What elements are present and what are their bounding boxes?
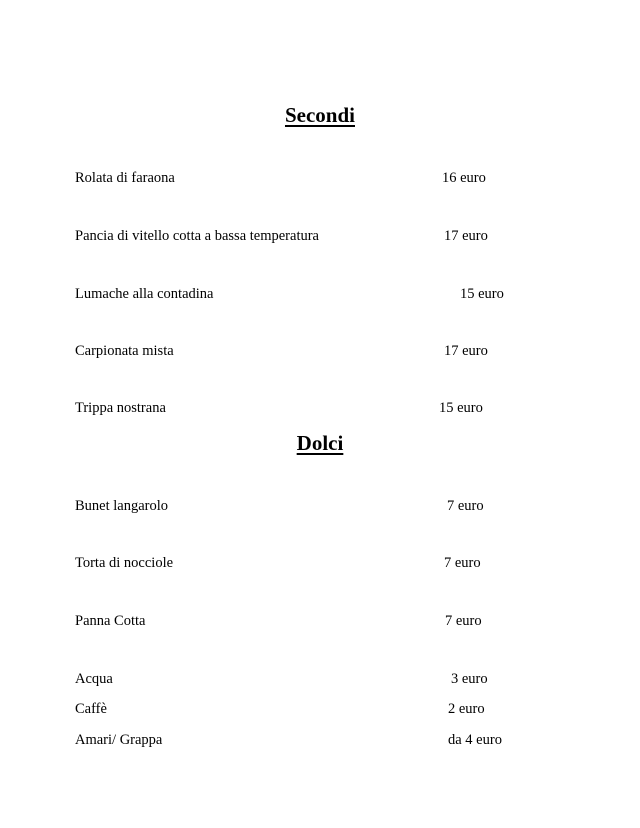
menu-item-name: Acqua bbox=[75, 671, 113, 687]
section-title-secondi: Secondi bbox=[284, 103, 355, 127]
menu-item bbox=[0, 398, 640, 418]
menu-item-name: Panna Cotta bbox=[75, 613, 146, 629]
menu-item bbox=[0, 341, 640, 361]
menu-item-name: Carpionata mista bbox=[75, 343, 174, 359]
menu-item-name: Rolata di faraona bbox=[75, 170, 175, 186]
menu-item bbox=[0, 699, 640, 719]
section-title-dolci: Dolci bbox=[296, 431, 344, 455]
menu-item-name: Lumache alla contadina bbox=[75, 286, 214, 302]
menu-item-price: 2 euro bbox=[448, 701, 485, 717]
menu-item-name: Torta di nocciole bbox=[75, 555, 174, 571]
menu-item-price: 7 euro bbox=[447, 498, 484, 514]
menu-item-price: 15 euro bbox=[439, 400, 483, 416]
menu-item bbox=[0, 669, 640, 689]
menu-item-name: Caffè bbox=[75, 701, 107, 717]
menu-item-price: 3 euro bbox=[451, 671, 488, 687]
menu-item-name: Amari/ Grappa bbox=[75, 732, 163, 748]
menu-item bbox=[0, 226, 640, 246]
menu-item bbox=[0, 168, 640, 188]
menu-item-price: 7 euro bbox=[444, 555, 481, 571]
menu-item bbox=[0, 284, 640, 304]
menu-item bbox=[0, 730, 640, 750]
menu-item-price: 15 euro bbox=[460, 286, 504, 302]
menu-item-price: 17 euro bbox=[444, 343, 488, 359]
menu-item bbox=[0, 553, 640, 573]
menu-item-price: 16 euro bbox=[442, 170, 486, 186]
menu-item-name: Pancia di vitello cotta a bassa temperatura bbox=[75, 228, 319, 244]
menu-item-price: da 4 euro bbox=[448, 732, 502, 748]
menu-item-price: 7 euro bbox=[445, 613, 482, 629]
menu-item-name: Bunet langarolo bbox=[75, 498, 169, 514]
menu-item bbox=[0, 611, 640, 631]
menu-item-name: Trippa nostrana bbox=[75, 400, 166, 416]
menu-item bbox=[0, 496, 640, 516]
menu-item-price: 17 euro bbox=[444, 228, 488, 244]
